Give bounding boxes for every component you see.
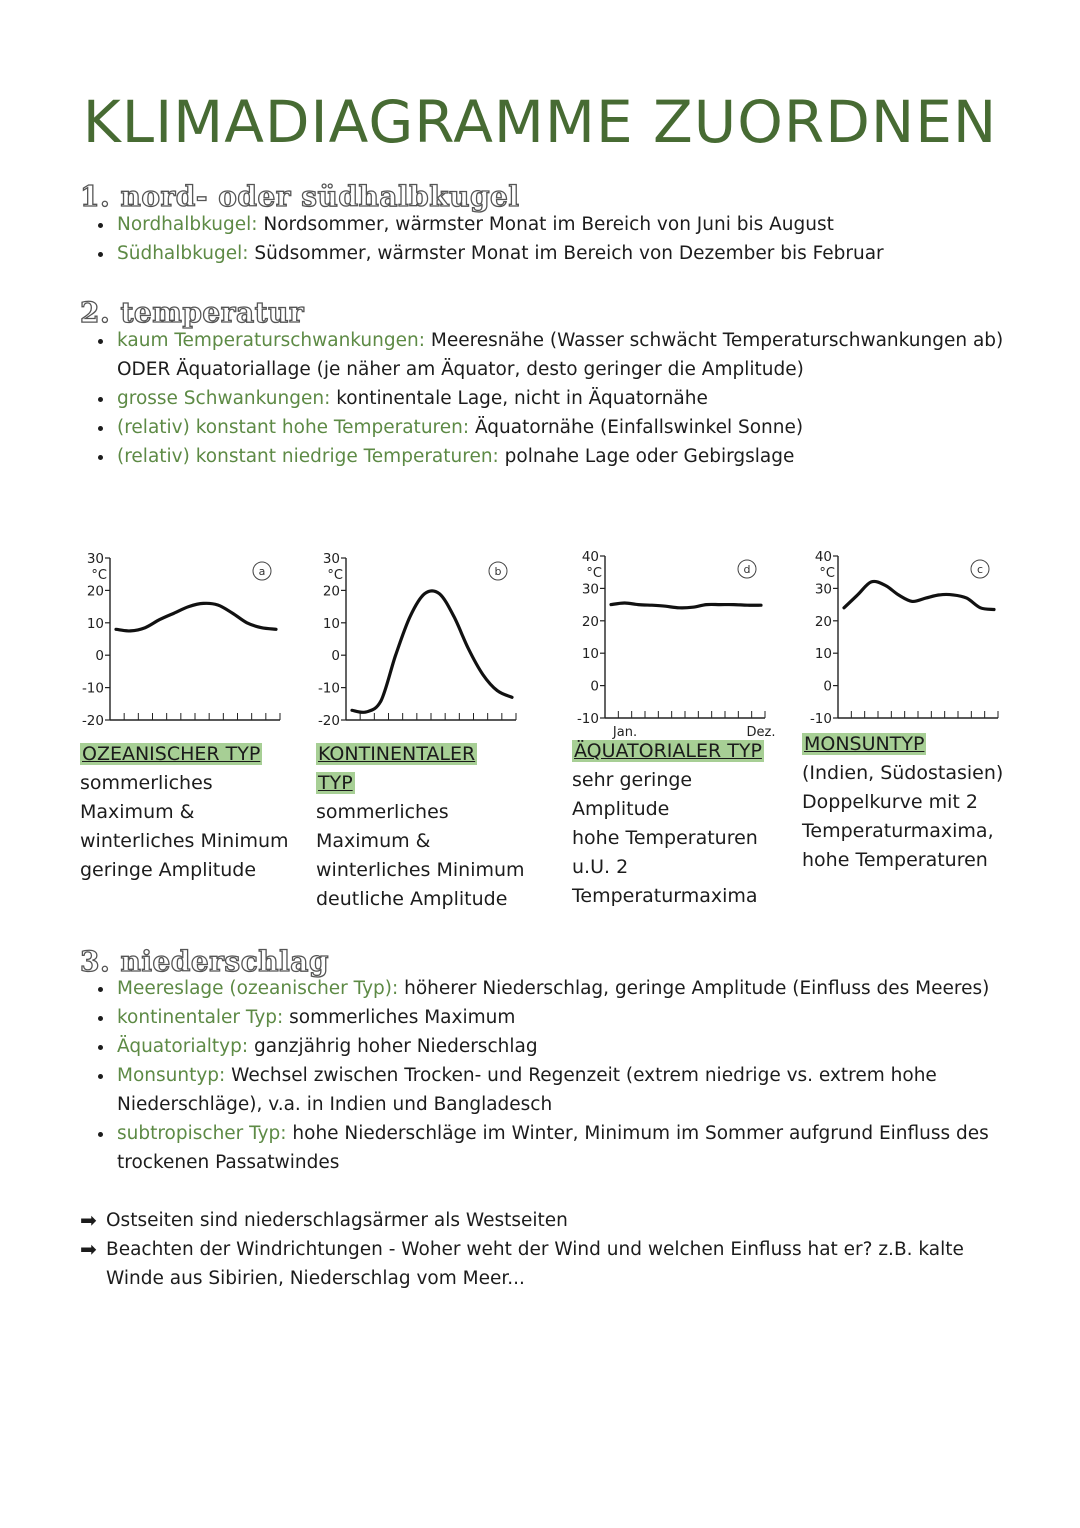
climate-chart-oceanic <box>80 548 290 733</box>
y-tick-label: 20 <box>581 613 599 630</box>
y-tick-label: 0 <box>95 648 104 665</box>
y-tick-label: 10 <box>814 646 832 663</box>
y-tick-label: -10 <box>576 711 599 727</box>
y-tick-label: 10 <box>86 615 104 632</box>
y-tick-label: 40 <box>581 549 599 565</box>
chart-svg-oceanic <box>80 548 290 733</box>
list-item: • subtropischer Typ: hohe Niederschläge im Winter, Minimum im Sommer aufgrund Einfluss des trockenen Passatwindes <box>115 1119 1035 1177</box>
diagram-letter: d <box>743 563 751 576</box>
hemisphere-list <box>95 210 1035 268</box>
y-unit-label: °C <box>819 566 835 582</box>
section-heading-precipitation: 3. niederschlag <box>80 945 329 978</box>
y-tick-label: -20 <box>317 713 340 729</box>
y-tick-label: -20 <box>81 713 104 729</box>
y-tick-label: 10 <box>322 615 340 632</box>
x-label-end: Dez. <box>746 725 776 740</box>
type-heading: KONTINENTALER TYP <box>318 743 476 794</box>
chart-svg-continental <box>316 548 526 733</box>
y-tick-label: 20 <box>814 613 832 630</box>
climate-chart-equatorial <box>575 546 776 740</box>
list-item: • Monsuntyp: Wechsel zwischen Trocken- und Regenzeit (extrem niedrige vs. extrem hohe Niederschläge), v.a. in Indien und Bangladesch <box>115 1061 1035 1119</box>
list-item: • (relativ) konstant niedrige Temperaturen: polnahe Lage oder Gebirgslage <box>115 442 1035 471</box>
y-unit-label: °C <box>586 566 602 582</box>
diagram-letter: b <box>494 565 502 578</box>
precipitation-list <box>95 974 1035 1177</box>
type-label-equatorial: ÄQUATORIALER TYP sehr geringe Amplitude hohe Temperaturen u.U. 2 Temperaturmaxima <box>572 740 762 907</box>
y-tick-label: 0 <box>590 678 599 695</box>
y-tick-label: -10 <box>809 711 832 727</box>
section-heading-temperature: 2. temperatur <box>80 296 305 329</box>
list-item: • kaum Temperaturschwankungen: Meeresnähe (Wasser schwächt Temperaturschwankungen ab) ODER Äquatoriallage (je näher am Äquator, desto geringer die Amplitude) <box>115 326 1035 384</box>
type-label-oceanic: OZEANISCHER TYP sommerliches Maximum & winterliches Minimum geringe Amplitude <box>80 743 289 881</box>
y-tick-label: 10 <box>581 646 599 663</box>
chart-svg-equatorial <box>575 546 776 740</box>
type-heading: OZEANISCHER TYP <box>82 743 261 765</box>
page-title: KLIMADIAGRAMME ZUORDNEN <box>82 88 998 156</box>
x-label-start: Jan. <box>612 725 638 740</box>
y-tick-label: 30 <box>814 581 832 598</box>
temperature-curve <box>611 603 761 608</box>
list-item: • Nordhalbkugel: Nordsommer, wärmster Monat im Bereich von Juni bis August <box>115 210 1035 239</box>
temperature-curve <box>844 581 994 609</box>
type-label-continental: KONTINENTALER TYP sommerliches Maximum & winterliches Minimum deutliche Amplitude <box>316 743 525 910</box>
temperature-list <box>95 326 1035 471</box>
type-heading: ÄQUATORIALER TYP <box>574 740 762 762</box>
arrow-right-icon: ➡ <box>80 1208 97 1232</box>
climate-chart-monsoon <box>808 546 1008 731</box>
diagram-letter: a <box>258 565 266 578</box>
note-item: ➡ Ostseiten sind niederschlagsärmer als Westseiten <box>80 1206 1000 1235</box>
y-tick-label: -10 <box>317 680 340 697</box>
y-tick-label: 40 <box>814 549 832 565</box>
type-heading: MONSUNTYP <box>804 733 925 755</box>
climate-chart-continental <box>316 548 526 733</box>
list-item: • Südhalbkugel: Südsommer, wärmster Monat im Bereich von Dezember bis Februar <box>115 239 1035 268</box>
notes <box>80 1206 1000 1293</box>
y-tick-label: -10 <box>81 680 104 697</box>
list-item: • (relativ) konstant hohe Temperaturen: Äquatornähe (Einfallswinkel Sonne) <box>115 413 1035 442</box>
list-item: • Meereslage (ozeanischer Typ): höherer Niederschlag, geringe Amplitude (Einfluss des Meeres) <box>115 974 1035 1003</box>
y-tick-label: 30 <box>86 551 104 567</box>
list-item: • grosse Schwankungen: kontinentale Lage, nicht in Äquatornähe <box>115 384 1035 413</box>
temperature-curve <box>116 603 276 631</box>
y-tick-label: 20 <box>86 583 104 600</box>
y-tick-label: 0 <box>331 648 340 665</box>
y-tick-label: 30 <box>581 581 599 598</box>
diagram-letter: c <box>976 563 984 576</box>
list-item: • Äquatorialtyp: ganzjährig hoher Niederschlag <box>115 1032 1035 1061</box>
y-unit-label: °C <box>327 568 343 584</box>
y-tick-label: 30 <box>322 551 340 567</box>
note-item: ➡ Beachten der Windrichtungen - Woher weht der Wind und welchen Einfluss hat er? z.B. kalte Winde aus Sibirien, Niederschlag vom Meer... <box>80 1235 1000 1293</box>
temperature-curve <box>352 591 512 713</box>
type-label-monsoon: MONSUNTYP (Indien, Südostasien) Doppelkurve mit 2 Temperaturmaxima, hohe Temperaturen <box>802 733 1004 871</box>
list-item: • kontinentaler Typ: sommerliches Maximum <box>115 1003 1035 1032</box>
y-unit-label: °C <box>91 568 107 584</box>
arrow-right-icon: ➡ <box>80 1237 97 1261</box>
chart-svg-monsoon <box>808 546 1008 731</box>
y-tick-label: 0 <box>823 678 832 695</box>
section-heading-hemisphere: 1. nord- oder südhalbkugel <box>80 180 520 213</box>
y-tick-label: 20 <box>322 583 340 600</box>
